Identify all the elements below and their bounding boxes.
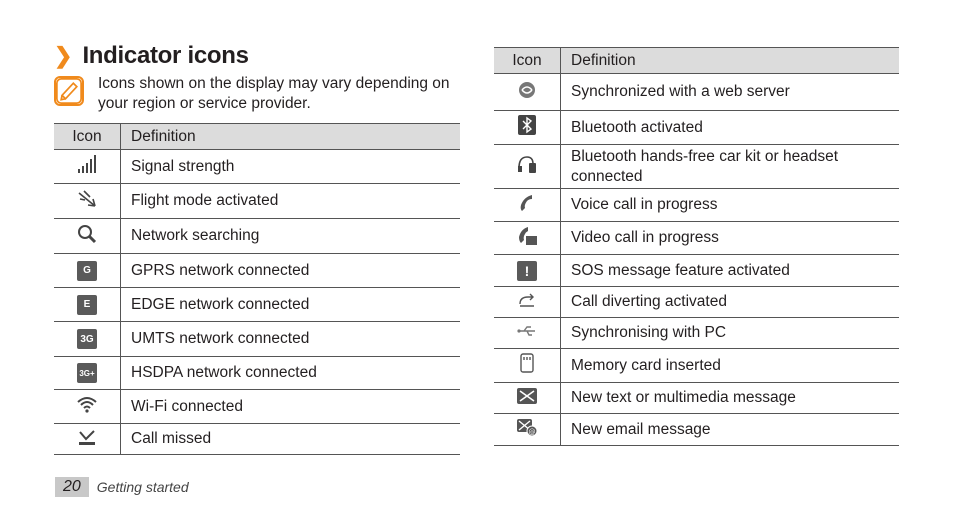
indicator-table-right	[494, 47, 899, 446]
definition-cell: Call missed	[121, 424, 461, 455]
umts-icon: 3G	[77, 329, 97, 349]
table-row	[494, 145, 899, 189]
memory-card-icon	[516, 353, 538, 373]
page-footer	[55, 477, 189, 497]
table-row	[54, 184, 460, 219]
definition-cell: Synchronising with PC	[561, 318, 900, 349]
definition-cell: New email message	[561, 414, 900, 446]
wifi-icon	[76, 394, 98, 414]
col-definition-header: Definition	[121, 124, 461, 150]
definition-cell: Signal strength	[121, 150, 461, 184]
table-row	[494, 383, 899, 414]
edge-icon: E	[77, 295, 97, 315]
table-row	[494, 111, 899, 145]
call-divert-icon	[516, 290, 538, 310]
table-row	[54, 288, 460, 322]
definition-cell: Voice call in progress	[561, 189, 900, 222]
table-row	[54, 219, 460, 254]
page-number: 20	[55, 477, 89, 497]
network-search-icon	[76, 224, 98, 244]
col-icon-header: Icon	[54, 124, 121, 150]
bluetooth-headset-icon	[516, 154, 538, 174]
svg-text:@: @	[528, 428, 536, 436]
table-row	[54, 424, 460, 455]
table-header	[494, 48, 899, 74]
table-row	[494, 189, 899, 222]
chevron-icon: ❯	[54, 43, 73, 68]
definition-cell: HSDPA network connected	[121, 357, 461, 390]
signal-strength-icon	[76, 154, 98, 174]
video-call-icon	[516, 226, 538, 246]
note-text: Icons shown on the display may vary depending on your region or service provider.	[98, 75, 450, 112]
usb-sync-icon	[516, 321, 538, 341]
col-definition-header: Definition	[561, 48, 900, 74]
definition-cell: Bluetooth hands-free car kit or headset connected	[561, 145, 900, 189]
table-row	[54, 357, 460, 390]
table-row	[494, 414, 899, 446]
bluetooth-icon	[516, 115, 538, 135]
definition-cell: New text or multimedia message	[561, 383, 900, 414]
sos-icon: !	[517, 261, 537, 281]
table-row	[54, 254, 460, 288]
definition-cell: Synchronized with a web server	[561, 74, 900, 111]
gprs-icon: G	[77, 261, 97, 281]
note-icon	[54, 76, 84, 106]
section-name: Getting started	[96, 479, 189, 495]
definition-cell: Network searching	[121, 219, 461, 254]
email-icon	[516, 417, 538, 437]
definition-cell: SOS message feature activated	[561, 255, 900, 287]
page-title: Indicator icons	[82, 42, 249, 69]
definition-cell: EDGE network connected	[121, 288, 461, 322]
table-row	[54, 322, 460, 357]
definition-cell: GPRS network connected	[121, 254, 461, 288]
definition-cell: Video call in progress	[561, 222, 900, 255]
table-row	[494, 318, 899, 349]
page-heading	[54, 42, 249, 70]
note-box	[54, 74, 468, 114]
table-row	[494, 222, 899, 255]
message-icon	[516, 386, 538, 406]
definition-cell: Call diverting activated	[561, 287, 900, 318]
definition-cell: Memory card inserted	[561, 349, 900, 383]
voice-call-icon	[516, 193, 538, 213]
table-row	[494, 349, 899, 383]
table-row	[494, 74, 899, 111]
indicator-table-left	[54, 123, 460, 455]
definition-cell: Bluetooth activated	[561, 111, 900, 145]
table-header	[54, 124, 460, 150]
definition-cell: Flight mode activated	[121, 184, 461, 219]
table-row	[494, 287, 899, 318]
definition-cell: Wi-Fi connected	[121, 390, 461, 424]
table-row	[54, 150, 460, 184]
definition-cell: UMTS network connected	[121, 322, 461, 357]
web-sync-icon	[516, 80, 538, 100]
table-row	[494, 255, 899, 287]
col-icon-header: Icon	[494, 48, 561, 74]
missed-call-icon	[76, 427, 98, 447]
table-row	[54, 390, 460, 424]
hsdpa-icon: 3G+	[77, 363, 97, 383]
airplane-icon	[76, 189, 98, 209]
